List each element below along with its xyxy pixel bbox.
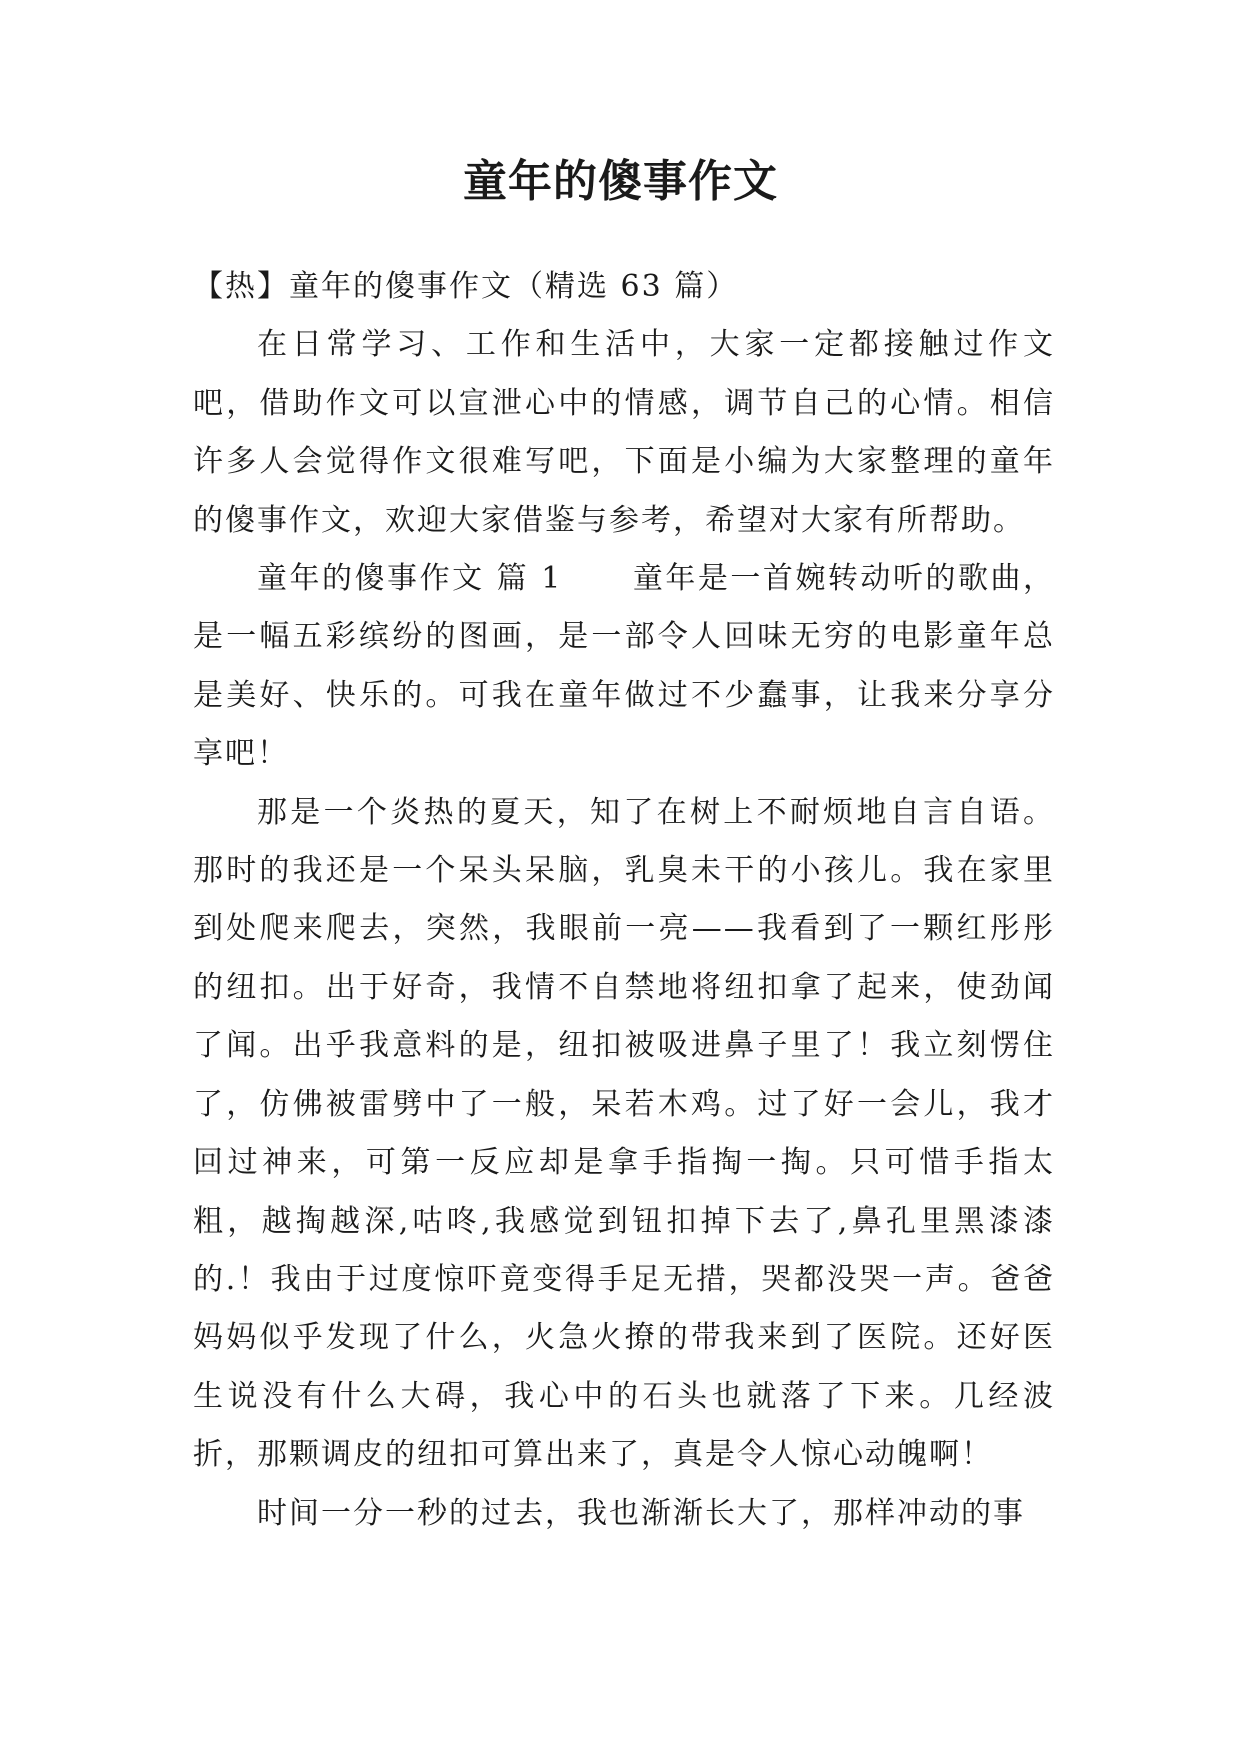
intro-paragraph: 在日常学习、工作和生活中，大家一定都接触过作文吧，借助作文可以宣泄心中的情感，调节自己的心情。相信许多人会觉得作文很难写吧，下面是小编为大家整理的童年的傻事作文，欢迎大家借鉴与参考，希望对大家有所帮助。 [193, 327, 1055, 538]
document-body [193, 258, 1055, 1543]
section-heading: 童年的傻事作文 篇 1 [257, 561, 563, 597]
section-1-paragraph [193, 550, 1055, 784]
story-paragraph: 那是一个炎热的夏天，知了在树上不耐烦地自言自语。那时的我还是一个呆头呆脑，乳臭未干的小孩儿。我在家里到处爬来爬去，突然，我眼前一亮——我看到了一颗红彤彤的纽扣。出于好奇，我情不自禁地将纽扣拿了起来，使劲闻了闻。出乎我意料的是，纽扣被吸进鼻子里了！我立刻愣住了，仿佛被雷劈中了一般，呆若木鸡。过了好一会儿，我才回过神来，可第一反应却是拿手指掏一掏。只可惜手指太粗，越掏越深,咕咚,我感觉到钮扣掉下去了,鼻孔里黑漆漆的.！我由于过度惊吓竟变得手足无措，哭都没哭一声。爸爸妈妈似乎发现了什么，火急火撩的带我来到了医院。还好医生说没有什么大碍，我心中的石头也就落了下来。几经波折，那颗调皮的纽扣可算出来了，真是令人惊心动魄啊！ [193, 794, 1055, 1473]
lead-line: 【热】童年的傻事作文（精选 63 篇） [193, 269, 739, 304]
document-title: 童年的傻事作文 [463, 156, 778, 207]
closing-paragraph: 时间一分一秒的过去，我也渐渐长大了，那样冲动的事 [257, 1495, 1025, 1531]
section-1-opening: 童年是一首婉转动听的歌曲，是一幅五彩缤纷的图画，是一部令人回味无穷的电影童年总是美好、快乐的。可我在童年做过不少蠢事，让我来分享分享吧！ [193, 561, 1055, 772]
